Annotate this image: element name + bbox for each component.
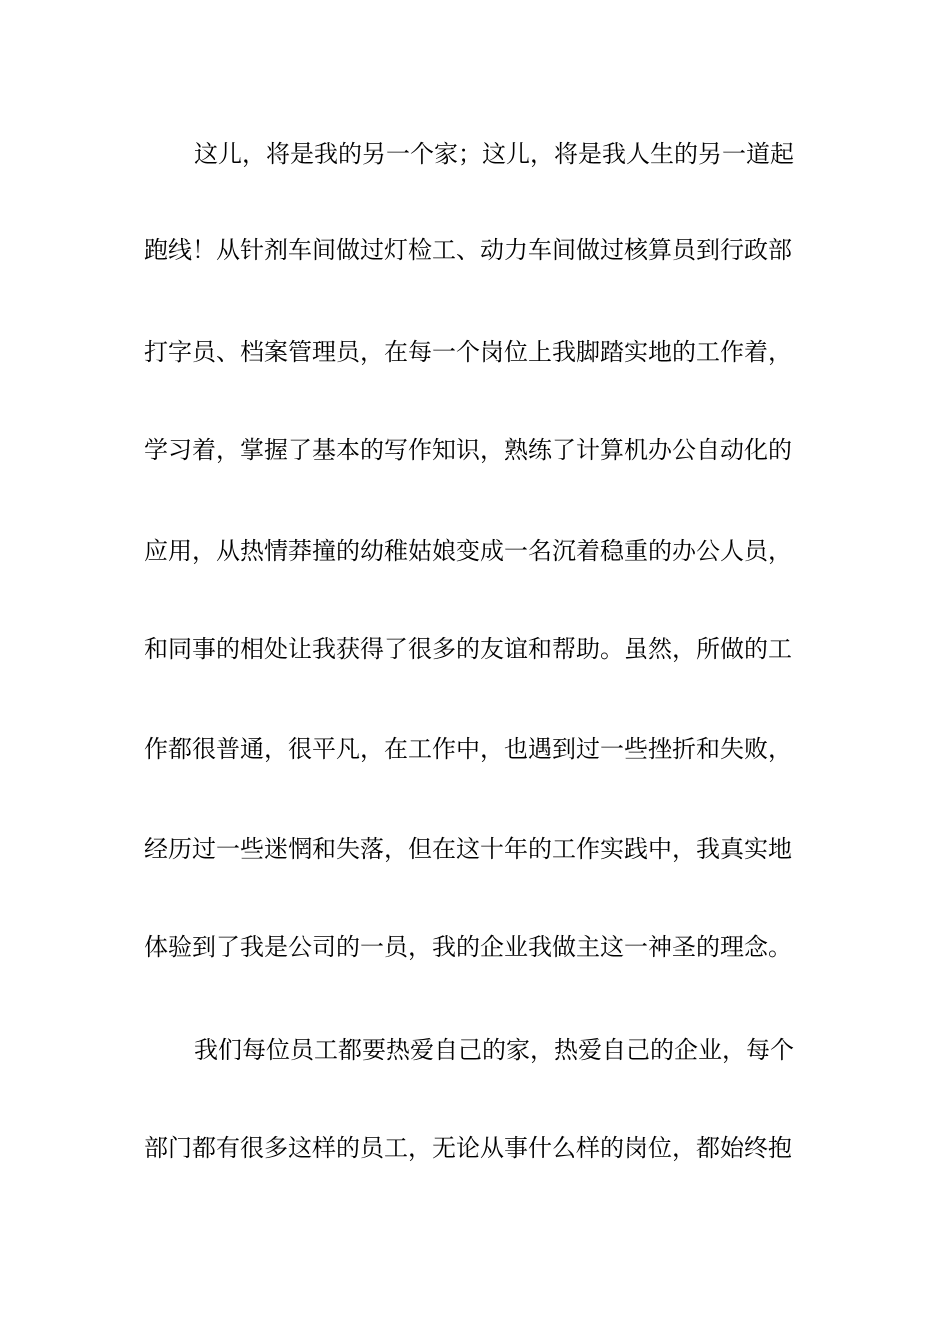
- text-line: 经历过一些迷惘和失落，但在这十年的工作实践中，我真实地: [144, 835, 792, 863]
- text-line: 跑线！从针剂车间做过灯检工、动力车间做过核算员到行政部: [144, 236, 792, 264]
- text-line: 我们每位员工都要热爱自己的家，热爱自己的企业，每个: [194, 1036, 794, 1064]
- text-line: 部门都有很多这样的员工，无论从事什么样的岗位，都始终抱: [144, 1134, 792, 1162]
- text-line: 应用，从热情莽撞的幼稚姑娘变成一名沉着稳重的办公人员，: [144, 537, 792, 565]
- text-line: 打字员、档案管理员，在每一个岗位上我脚踏实地的工作着，: [144, 338, 792, 366]
- text-line: 这儿，将是我的另一个家；这儿，将是我人生的另一道起: [194, 140, 794, 168]
- text-line: 作都很普通，很平凡，在工作中，也遇到过一些挫折和失败，: [144, 735, 792, 763]
- text-line: 和同事的相处让我获得了很多的友谊和帮助。虽然，所做的工: [144, 635, 792, 663]
- text-line: 体验到了我是公司的一员，我的企业我做主这一神圣的理念。: [144, 933, 792, 961]
- text-line: 学习着，掌握了基本的写作知识，熟练了计算机办公自动化的: [144, 436, 792, 464]
